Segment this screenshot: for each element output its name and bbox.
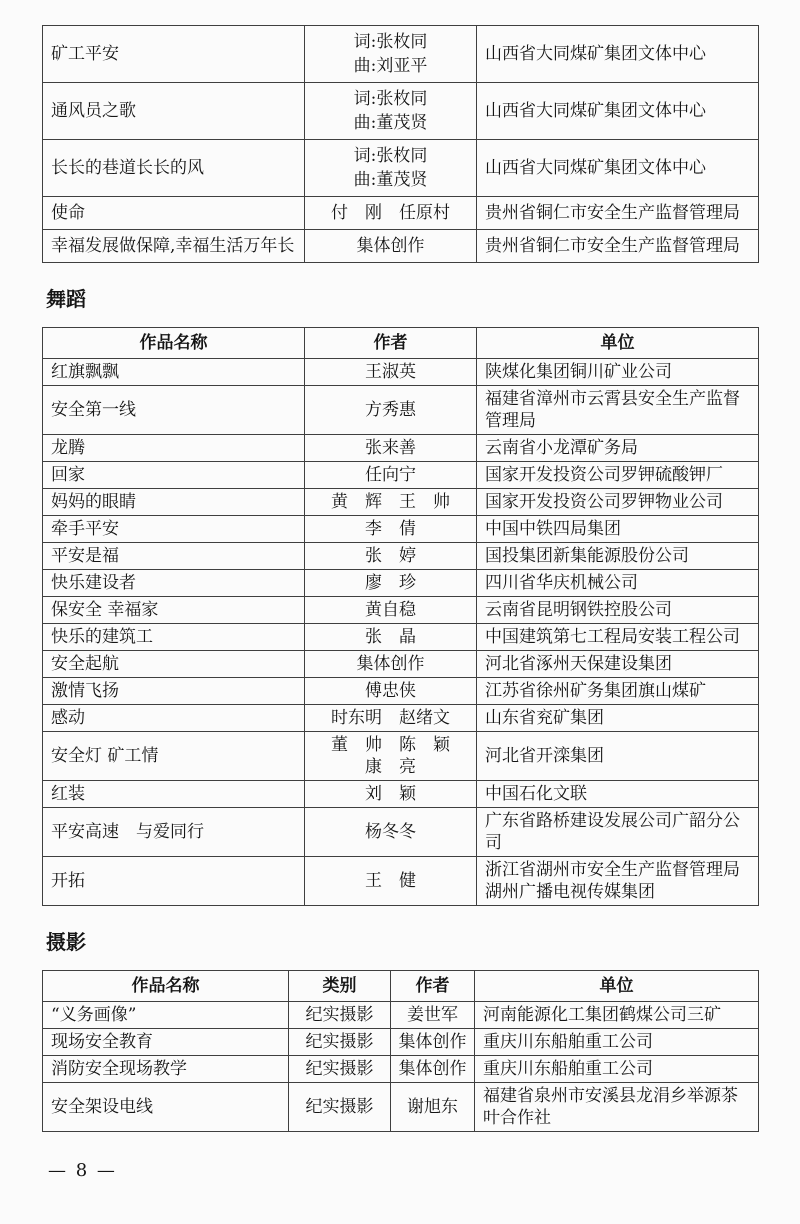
work-title: 安全第一线 xyxy=(43,386,305,435)
unit-cell: 国家开发投资公司罗钾硫酸钾厂 xyxy=(477,462,759,489)
table-row xyxy=(43,1029,759,1056)
work-title: 通风员之歌 xyxy=(43,83,305,140)
category-cell: 纪实摄影 xyxy=(289,1056,391,1083)
work-title: 开拓 xyxy=(43,857,305,906)
author-cell xyxy=(305,651,477,678)
table-header-row xyxy=(43,971,759,1002)
work-title: 矿工平安 xyxy=(43,26,305,83)
unit-cell: 国家开发投资公司罗钾物业公司 xyxy=(477,489,759,516)
author-line: 曲:董茂贤 xyxy=(353,170,428,190)
table-row xyxy=(43,516,759,543)
author-cell xyxy=(305,781,477,808)
author-line: 王淑英 xyxy=(365,362,416,382)
author-cell xyxy=(305,386,477,435)
author-cell xyxy=(305,624,477,651)
table-row xyxy=(43,140,759,197)
unit-cell: 重庆川东船舶重工公司 xyxy=(475,1029,759,1056)
author-line: 王 健 xyxy=(365,871,416,891)
work-title: 安全起航 xyxy=(43,651,305,678)
author-line: 张来善 xyxy=(365,438,416,458)
category-cell: 纪实摄影 xyxy=(289,1029,391,1056)
work-title: 感动 xyxy=(43,705,305,732)
author-cell xyxy=(305,489,477,516)
work-title: 使命 xyxy=(43,197,305,230)
unit-cell: 山东省兖矿集团 xyxy=(477,705,759,732)
work-title: 妈妈的眼睛 xyxy=(43,489,305,516)
author-cell xyxy=(305,462,477,489)
author-line: 张 晶 xyxy=(365,627,416,647)
column-header-author: 作者 xyxy=(305,328,477,359)
author-line: 董 帅 陈 颖 xyxy=(331,735,450,755)
author-cell xyxy=(305,597,477,624)
work-title: 消防安全现场教学 xyxy=(43,1056,289,1083)
unit-cell: 贵州省铜仁市安全生产监督管理局 xyxy=(477,230,759,263)
songs-table xyxy=(42,25,759,263)
author-cell xyxy=(305,857,477,906)
author-cell xyxy=(305,83,477,140)
work-title: 快乐的建筑工 xyxy=(43,624,305,651)
author-line: 刘 颖 xyxy=(365,784,416,804)
unit-cell: 山西省大同煤矿集团文体中心 xyxy=(477,83,759,140)
unit-cell: 重庆川东船舶重工公司 xyxy=(475,1056,759,1083)
photo-table xyxy=(42,970,759,1132)
work-title: 平安高速 与爱同行 xyxy=(43,808,305,857)
unit-cell: 浙江省湖州市安全生产监督管理局 湖州广播电视传媒集团 xyxy=(477,857,759,906)
unit-cell: 河南能源化工集团鹤煤公司三矿 xyxy=(475,1002,759,1029)
unit-cell: 广东省路桥建设发展公司广韶分公司 xyxy=(477,808,759,857)
author-line: 付 刚 任原村 xyxy=(331,203,450,223)
table-row xyxy=(43,1002,759,1029)
column-header-title: 作品名称 xyxy=(43,328,305,359)
author-cell xyxy=(305,678,477,705)
unit-cell: 福建省漳州市云霄县安全生产监督管理局 xyxy=(477,386,759,435)
author-cell xyxy=(305,359,477,386)
author-cell xyxy=(305,26,477,83)
unit-cell: 江苏省徐州矿务集团旗山煤矿 xyxy=(477,678,759,705)
work-title: 快乐建设者 xyxy=(43,570,305,597)
work-title: 平安是福 xyxy=(43,543,305,570)
unit-cell: 四川省华庆机械公司 xyxy=(477,570,759,597)
unit-cell: 福建省泉州市安溪县龙涓乡举源茶叶合作社 xyxy=(475,1083,759,1132)
work-title: 现场安全教育 xyxy=(43,1029,289,1056)
table-row xyxy=(43,1083,759,1132)
work-title: 回家 xyxy=(43,462,305,489)
page-number: — 8 — xyxy=(48,1160,117,1181)
table-row xyxy=(43,624,759,651)
author-line: 傅忠侠 xyxy=(365,681,416,701)
author-line: 曲:刘亚平 xyxy=(353,56,428,76)
author-line: 集体创作 xyxy=(356,654,425,674)
table-row xyxy=(43,197,759,230)
table-header-row xyxy=(43,328,759,359)
work-title: 红装 xyxy=(43,781,305,808)
author-line: 张 婷 xyxy=(365,546,416,566)
table-row xyxy=(43,651,759,678)
unit-cell: 中国建筑第七工程局安装工程公司 xyxy=(477,624,759,651)
author-line: 黄 辉 王 帅 xyxy=(331,492,450,512)
author-cell xyxy=(305,808,477,857)
work-title: 龙腾 xyxy=(43,435,305,462)
author-cell xyxy=(305,516,477,543)
table-row xyxy=(43,230,759,263)
author-line: 李 倩 xyxy=(365,519,416,539)
column-header-unit: 单位 xyxy=(475,971,759,1002)
table-row xyxy=(43,462,759,489)
table-row xyxy=(43,857,759,906)
table-row xyxy=(43,597,759,624)
author-line: 词:张枚同 xyxy=(353,89,428,109)
unit-cell: 云南省小龙潭矿务局 xyxy=(477,435,759,462)
author-line: 杨冬冬 xyxy=(365,822,416,842)
table-row xyxy=(43,543,759,570)
category-cell: 纪实摄影 xyxy=(289,1083,391,1132)
author-cell xyxy=(305,543,477,570)
work-title: 红旗飘飘 xyxy=(43,359,305,386)
column-header-author: 作者 xyxy=(391,971,475,1002)
unit-cell: 山西省大同煤矿集团文体中心 xyxy=(477,26,759,83)
work-title: 安全灯 矿工情 xyxy=(43,732,305,781)
work-title: 长长的巷道长长的风 xyxy=(43,140,305,197)
author-line: 康 亮 xyxy=(365,757,416,777)
work-title: 安全架设电线 xyxy=(43,1083,289,1132)
unit-cell: 中国石化文联 xyxy=(477,781,759,808)
category-cell: 纪实摄影 xyxy=(289,1002,391,1029)
table-row xyxy=(43,732,759,781)
author-line: 曲:董茂贤 xyxy=(353,113,428,133)
unit-cell: 山西省大同煤矿集团文体中心 xyxy=(477,140,759,197)
author-cell xyxy=(305,570,477,597)
table-row xyxy=(43,1056,759,1083)
author-cell: 姜世军 xyxy=(391,1002,475,1029)
table-row xyxy=(43,83,759,140)
unit-cell: 贵州省铜仁市安全生产监督管理局 xyxy=(477,197,759,230)
author-cell xyxy=(305,140,477,197)
author-line: 集体创作 xyxy=(356,236,425,256)
unit-cell: 云南省昆明钢铁控股公司 xyxy=(477,597,759,624)
table-row xyxy=(43,705,759,732)
table-row xyxy=(43,570,759,597)
unit-cell: 河北省涿州天保建设集团 xyxy=(477,651,759,678)
work-title: 牵手平安 xyxy=(43,516,305,543)
author-line: 黄自稳 xyxy=(365,600,416,620)
author-cell xyxy=(305,435,477,462)
work-title: 幸福发展做保障,幸福生活万年长 xyxy=(43,230,305,263)
section-heading-photo: 摄影 xyxy=(46,930,86,954)
section-heading-dance: 舞蹈 xyxy=(46,287,86,311)
author-line: 廖 珍 xyxy=(365,573,416,593)
unit-cell: 国投集团新集能源股份公司 xyxy=(477,543,759,570)
author-cell xyxy=(305,705,477,732)
author-cell: 集体创作 xyxy=(391,1029,475,1056)
table-row xyxy=(43,435,759,462)
work-title: 激情飞扬 xyxy=(43,678,305,705)
author-line: 时东明 赵绪文 xyxy=(331,708,450,728)
work-title: 保安全 幸福家 xyxy=(43,597,305,624)
author-cell: 谢旭东 xyxy=(391,1083,475,1132)
author-line: 词:张枚同 xyxy=(353,32,428,52)
author-line: 词:张枚同 xyxy=(353,146,428,166)
author-cell xyxy=(305,230,477,263)
unit-cell: 河北省开滦集团 xyxy=(477,732,759,781)
unit-cell: 陕煤化集团铜川矿业公司 xyxy=(477,359,759,386)
author-line: 任向宁 xyxy=(365,465,416,485)
author-cell: 集体创作 xyxy=(391,1056,475,1083)
table-row xyxy=(43,781,759,808)
author-cell xyxy=(305,197,477,230)
column-header-category: 类别 xyxy=(289,971,391,1002)
author-line: 方秀惠 xyxy=(365,400,416,420)
table-row xyxy=(43,26,759,83)
table-row xyxy=(43,489,759,516)
column-header-unit: 单位 xyxy=(477,328,759,359)
table-row xyxy=(43,678,759,705)
work-title: “义务画像” xyxy=(43,1002,289,1029)
table-row xyxy=(43,808,759,857)
table-row xyxy=(43,386,759,435)
unit-cell: 中国中铁四局集团 xyxy=(477,516,759,543)
dance-table xyxy=(42,327,759,906)
table-row xyxy=(43,359,759,386)
column-header-title: 作品名称 xyxy=(43,971,289,1002)
author-cell xyxy=(305,732,477,781)
